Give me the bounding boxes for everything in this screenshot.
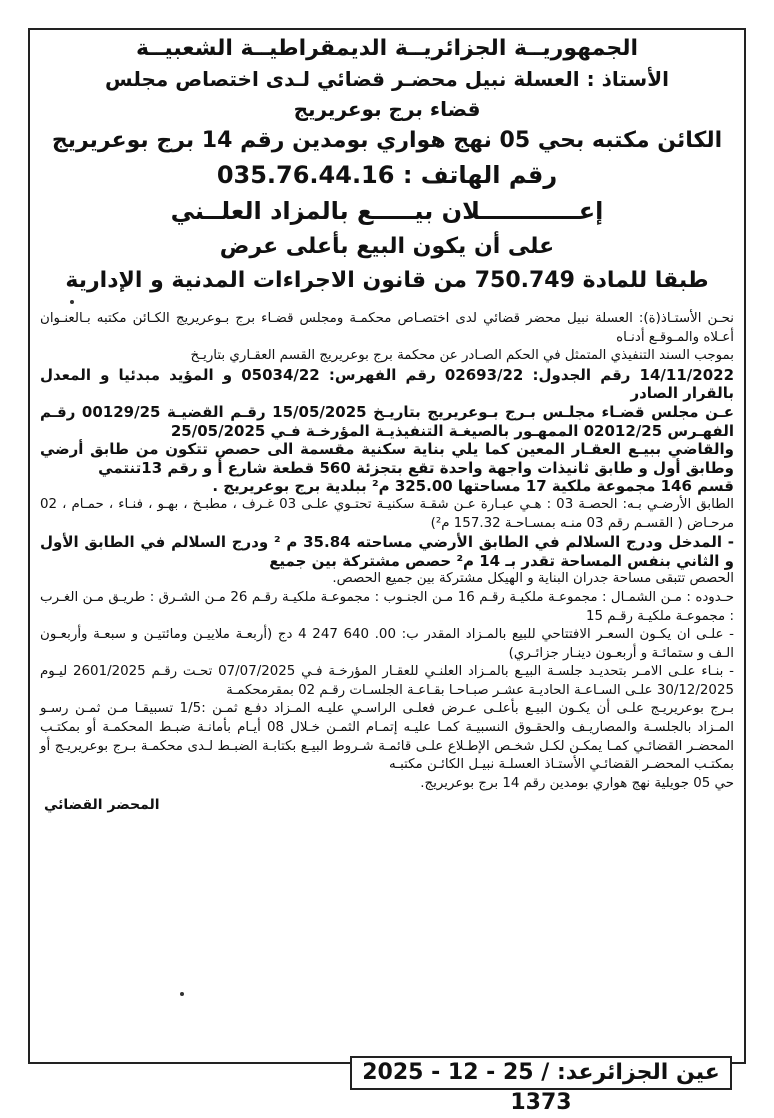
phone-line (30, 158, 744, 192)
paragraph-title-deed: بموجب السند التنفيذي المتمثل في الحكم الصـادر عن محكمة برج بوعريريج القسم العقـاري بتاريـخ (190, 348, 734, 364)
paragraph-appeal-ref: عـن مجلس قضـاء مجلـس بـرج بـوعريريج بتاريـخ 15/05/2025 رقـم القضيـة 00129/25 رقـم الفهـرس 02012/25 الممهـور بالصيغـة التنفيذيـة المؤرخـة فـي 25/05/2025 (40, 402, 734, 440)
sale-condition: على أن يكون البيع بأعلى عرض (219, 234, 555, 259)
notice-header (30, 34, 744, 298)
paragraph-address: حي 05 جويلية نهج هواري بومدين رقم 14 برج بوعريريج. (420, 775, 734, 791)
notice-body (30, 310, 744, 793)
speck-mark (180, 992, 184, 996)
paragraph-plot: قسم 146 مجموعة ملكية 17 مساحتها 325.00 م² ببلدية برج بوعريريج . (212, 477, 734, 496)
signature: المحضر القضائي (44, 797, 160, 814)
bailiff-line: الأستاذ : العسلة نبيل محضـر قضائي لـدى اختصاص مجلس (105, 67, 669, 91)
paragraph-opening-price: - علـى ان يكـون السعـر الافتتاحي للبيع بالمـزاد المقدر ب: 00. 640 247 4 دج (أربعـة ملاييـن ومائتيـن و سبعـة وأربعـون الـف و ستمائـة و أربعـون دينـار جزائـري) (40, 627, 734, 661)
speck-mark (70, 300, 74, 304)
paragraph-hearing: - بنـاء علـى الامـر بتحديـد جلسـة البيـع بالمـزاد العلنـي للعقـار المؤرخـة فـي 07/07/2025 تحـت رقـم 2601/2025 ليـوم 30/12/2025 علـى السـاعـة الحاديـة عشـر صبـاحـا بقـاعـة الجلسـات رقـم 02 بمقرمحكمـة (40, 664, 734, 698)
newspaper-ref: 2025 - 12 - 25 / 1373 (362, 1060, 572, 1115)
ad-title: إعــــــــــــلان بيـــــع بالمزاد العلــني (170, 197, 604, 225)
paragraph-intro: نحـن الأستـاذ(ة): العسلة نبيل محضر قضائي لدى اختصـاص محكمـة ومجلس قضـاء برج بـوعريريج الكـائن مكتبه بـالعنـوان أعـلاه والمـوقـع أدنـاه (40, 311, 734, 345)
paragraph-boundaries: حـدوده : مـن الشمـال : مجموعـة ملكيـة رقـم 16 مـن الجنـوب : مجموعـة ملكيـة رقـم 26 مـن الشـرق : طريـق مـن الغـرب : مجموعـة ملكيـة رقـم 15 (40, 589, 734, 624)
republic-title: الجمهوريــة الجزائريــة الديمقراطيــة الشعبيــة (135, 36, 639, 61)
paragraph-terms: بـرج بوعريريـج علـى أن يكـون البيـع بأعلـى عـرض فعلـى الراسـي عليـه المـزاد دفـع ثمـن :1/5 تسبيقـا مـن ثمـن رسـو المـزاد بالجلسـة والمصاريـف والحقـوق النسبيـة كمـا عليـه إتمـام الثمـن خـلال 08 أيـام بأمانـة ضبـط المحكمـة أو بمكتـب المحضـر القضائـي كمـا يمكـن لكـل شخـص الإطـلاع علـى قائمـة شـروط البيـع بكتابـة الضبـط لـدى محكمـة بـرج بوعريريـج أو بمكتـب المحضـر القضائـي الأستـاذ العسلـة نبيـل الكائـن مكتبـه (40, 701, 734, 773)
paragraph-judgment-ref: 14/11/2022 رقم الجدول: 02693/22 رقم الفهرس: 05034/22 و المؤيد مبدئيا و المعدل بالقرار الصادر (40, 365, 734, 403)
paragraph-common-areas: - المدخل ودرج السلالم في الطابق الأرضي مساحته 35.84 م ² ودرج السلالم في الطابق الأول و الثاني بنفس المساحة تقدر بـ 14 م² حصص مشتركة بين جميع (40, 533, 734, 570)
phone-label: رقم الهاتف : (402, 161, 558, 189)
address-line: الكائن مكتبه بحي 05 نهج هواري بومدين رقم 14 برج بوعريريج (51, 128, 723, 153)
paragraph-ground-floor: الطابق الأرضـي بـه: الحصـة 03 : هـي عبـارة عـن شقـة سكنيـة تحتـوي علـى 03 غـرف ، مطبـخ ، بهـو ، فنـاء ، حمـام ، 02 مرحـاض ( القسـم رقم 03 منـه بمسـاحـة 157.32 م²) (40, 496, 735, 531)
legal-basis: طبقا للمادة 750.749 من قانون الاجراءات المدنية و الإدارية (65, 268, 709, 293)
notice-page (28, 28, 746, 1064)
newspaper-label: عين الجزائرعد: (556, 1060, 720, 1085)
paragraph-property: والقاضي ببيـع العقـار المعين كما يلي بناية سكنية مقسمة الى حصص تتكون من طابق أرضي وطابق أول و طابق ثانيذات واجهة واحدة تقع بتجزئة 560 قطعة شارع أ و رقم 13تنتمي (40, 440, 734, 477)
newspaper-ref-box (350, 1056, 732, 1115)
phone-number: 035.76.44.16 (216, 161, 395, 189)
paragraph-shared-walls: الحصص تتبقى مساحة جدران البناية و الهيكل مشتركة بين جميع الحصص. (332, 571, 734, 587)
court-line: قضاء برج بوعريريج (293, 97, 481, 121)
